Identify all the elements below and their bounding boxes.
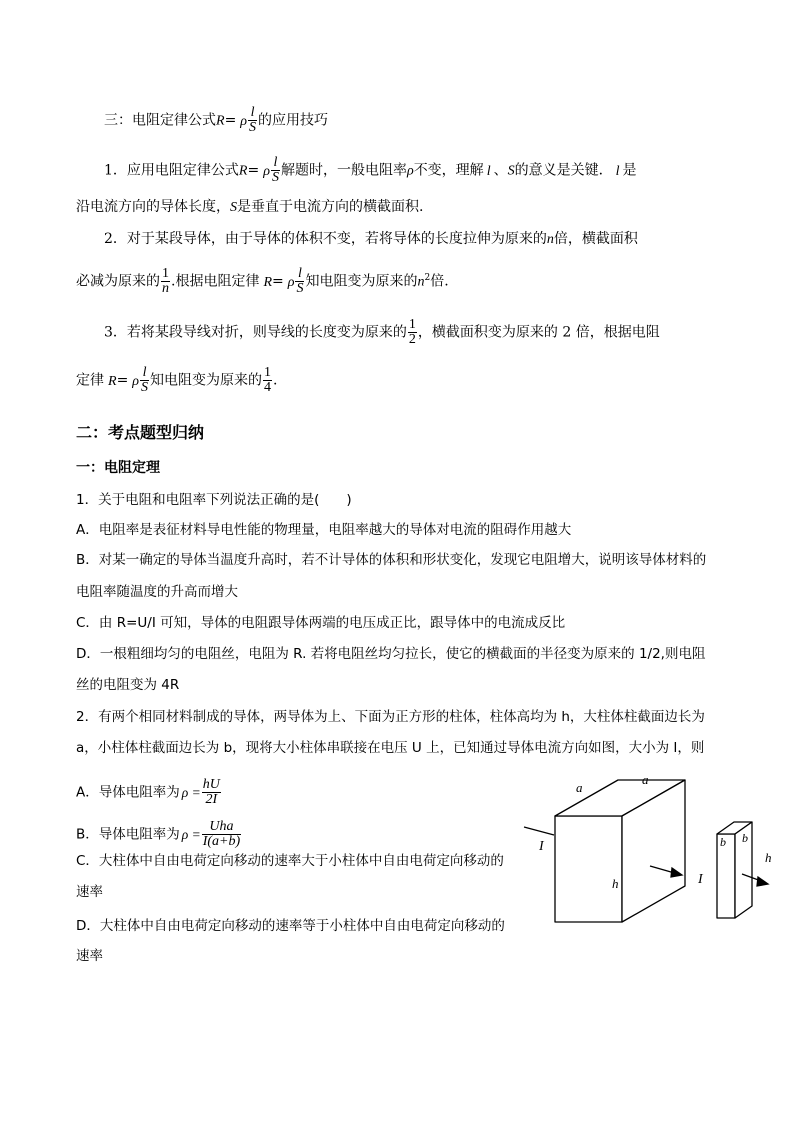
label-b-side: b: [742, 831, 748, 845]
label-current-left: I: [539, 839, 544, 854]
question-2-stem-line-1: 2．有两个相同材料制成的导体，两导体为上、下面为正方形的柱体，柱体高均为 h，大柱体柱截面边长为: [76, 709, 705, 725]
question-2-option-a: A．导体电阻率为 ρ = $\frac{hU}{2I}$: [76, 777, 220, 807]
current-out-arrow: [757, 877, 768, 886]
label-current-mid: I: [698, 872, 703, 887]
question-2-option-c-line-2: 速率: [76, 884, 103, 900]
question-1-option-c: C．由 R=U/I 可知，导体的电阻跟导体两端的电压成正比，跟导体中的电流成反比: [76, 615, 566, 631]
label-h-big: h: [612, 876, 619, 891]
big-prism: [555, 780, 685, 922]
question-1-option-b-line-2: 电阻率随温度的升高而增大: [76, 584, 238, 600]
technique-title: 三：电阻定律公式R= ρ $\frac{l}{S}$ 的应用技巧: [104, 105, 329, 135]
question-2-option-d-line-2: 速率: [76, 948, 103, 964]
paragraph-2-line-1: 2．对于某段导体，由于导体的体积不变，若将导体的长度拉伸为原来的n倍，横截面积: [104, 231, 638, 247]
question-1-option-b-line-1: B．对某一确定的导体当温度升高时，若不计导体的体积和形状变化，发现它电阻增大，说明该导体材料的: [76, 552, 707, 568]
paragraph-2-line-2: 必减为原来的 $\frac{1}{n}$ .根据电阻定律 R= ρ $\frac{l}{S}$ 知电阻变为原来的$n^2$倍.: [76, 266, 449, 296]
question-2-option-c-line-1: C．大柱体中自由电荷定向移动的速率大于小柱体中自由电荷定向移动的: [76, 853, 504, 869]
question-1-option-a: A．电阻率是表征材料导电性能的物理量，电阻率越大的导体对电流的阻碍作用越大: [76, 522, 572, 538]
paragraph-1-line-1: 1．应用电阻定律公式R= ρ $\frac{l}{S}$ 解题时，一般电阻率ρ不变，理解 l 、S的意义是关键． l 是: [104, 155, 637, 185]
current-in-arrow: [524, 827, 554, 835]
question-2-option-b: B．导体电阻率为 ρ = $\frac{\text{Uha}}{I(a+b)}$: [76, 819, 241, 849]
subsection-heading: 一：电阻定理: [76, 460, 160, 476]
section-heading: 二：考点题型归纳: [76, 423, 205, 442]
paragraph-3-line-2: 定律 R= ρ $\frac{l}{S}$ 知电阻变为原来的 $\frac{1}{4}$ .: [76, 365, 278, 395]
fraction-l-over-S: $\frac{l}{S}$: [249, 105, 257, 135]
label-a-top: a: [576, 780, 583, 795]
label-h-small: h: [765, 850, 772, 865]
question-1-option-d-line-2: 丝的电阻变为 4R: [76, 677, 180, 693]
question-2-option-d-line-1: D．大柱体中自由电荷定向移动的速率等于小柱体中自由电荷定向移动的: [76, 918, 505, 934]
conductor-prisms-figure: [520, 770, 790, 930]
question-1-stem: 1．关于电阻和电阻率下列说法正确的是( ): [76, 492, 352, 508]
label-b-front: b: [720, 835, 726, 849]
question-2-stem-line-2: a，小柱体柱截面边长为 b，现将大小柱体串联接在电压 U 上，已知通过导体电流方向如图，大小为 I，则: [76, 740, 705, 756]
paragraph-1-line-2: 沿电流方向的导体长度，S是垂直于电流方向的横截面积.: [76, 199, 424, 215]
question-1-option-d-line-1: D．一根粗细均匀的电阻丝，电阻为 R. 若将电阻丝均匀拉长，使它的横截面的半径变为原来的 1/2,则电阻: [76, 646, 706, 662]
label-a-side: a: [642, 772, 649, 787]
paragraph-3-line-1: 3．若将某段导线对折，则导线的长度变为原来的 $\frac{1}{2}$ ，横截面积变为原来的 2 倍，根据电阻: [104, 317, 660, 347]
